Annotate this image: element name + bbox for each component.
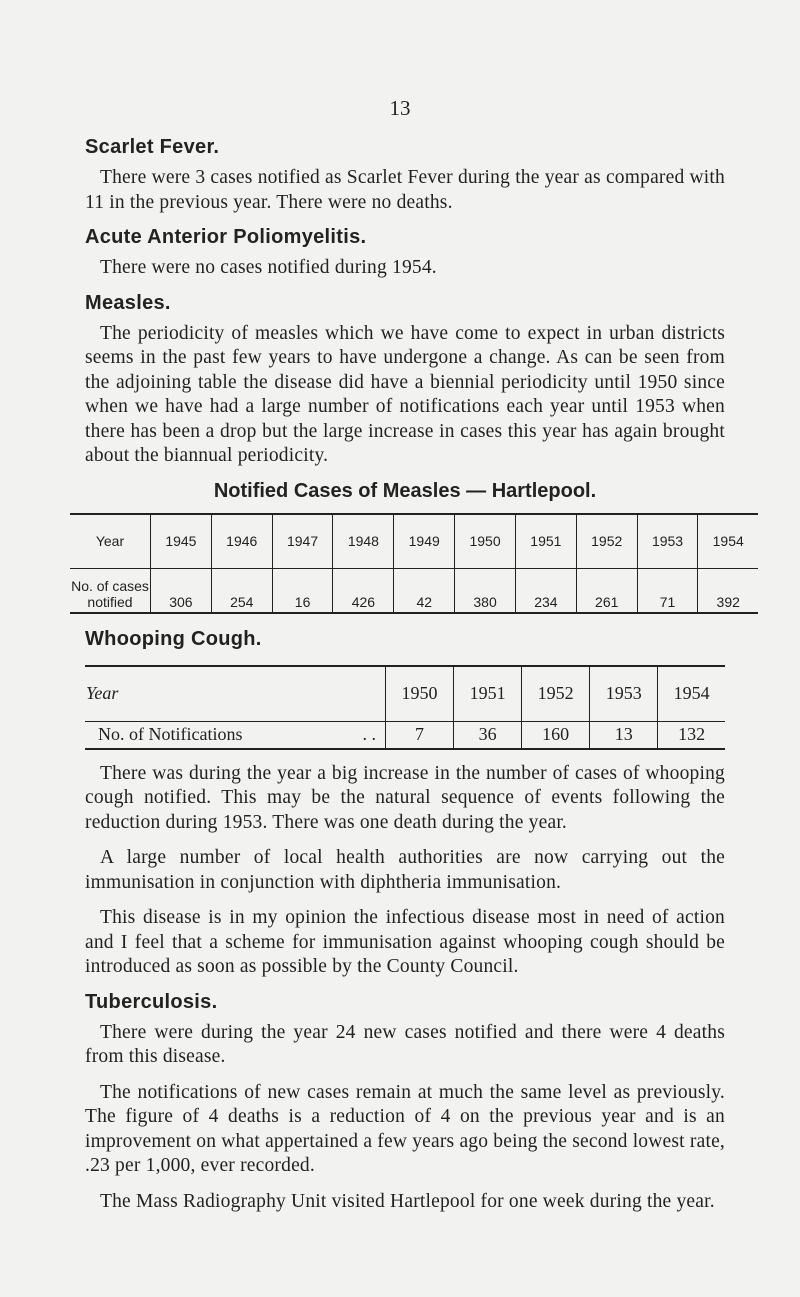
whooping-year-cell: 1951 <box>454 666 522 722</box>
whooping-cough-heading: Whooping Cough. <box>85 627 262 650</box>
measles-year-cell: 1953 <box>637 514 698 569</box>
measles-year-cell: 1951 <box>515 514 576 569</box>
poliomyelitis-heading: Acute Anterior Poliomyelitis. <box>85 226 367 248</box>
whooping-notifications-row <box>85 721 725 749</box>
page-number: 13 <box>389 96 411 120</box>
whooping-value-cell: 36 <box>454 721 522 749</box>
measles-cases-cell: 254 <box>211 568 272 613</box>
measles-paragraph: The periodicity of measles which we have come to expect in urban districts seems in the past few years to have undergone a change. As can be seen from the adjoining table the disease did have a biennial periodicity until 1950 since when we have had a large number of notifications each year until 1953 when there has been a drop but the large increase in cases this year has again brought about the biannual periodicity. <box>85 322 725 466</box>
whooping-year-label: Year <box>85 666 386 722</box>
measles-cases-row <box>70 568 758 613</box>
whooping-year-cell: 1950 <box>386 666 454 722</box>
measles-table <box>70 513 758 614</box>
tuberculosis-paragraph-3: The Mass Radiography Unit visited Hartlepool for one week during the year. <box>100 1190 715 1212</box>
measles-year-cell: 1952 <box>576 514 637 569</box>
measles-year-row <box>70 514 758 569</box>
whooping-cough-paragraph-2: A large number of local health authorities are now carrying out the immunisation in conjunction with diphtheria immunisation. <box>85 847 725 893</box>
measles-cases-label-line2: notified <box>87 593 133 610</box>
measles-table-title: Notified Cases of Measles — Hartlepool. <box>213 479 597 502</box>
whooping-row-leader: . . <box>362 724 376 744</box>
whooping-year-cell: 1953 <box>590 666 658 722</box>
whooping-value-cell: 132 <box>658 721 725 749</box>
whooping-value-cell: 160 <box>522 721 590 749</box>
measles-cases-cell: 261 <box>576 568 637 613</box>
measles-cases-cell: 71 <box>637 568 698 613</box>
measles-year-cell: 1949 <box>394 514 455 569</box>
measles-year-cell: 1954 <box>698 514 758 569</box>
whooping-notifications-label <box>85 721 386 749</box>
measles-cases-cell: 426 <box>333 568 394 613</box>
measles-cases-cell: 392 <box>698 568 758 613</box>
measles-cases-label <box>70 568 151 613</box>
scarlet-fever-heading: Scarlet Fever. <box>85 136 220 158</box>
measles-cases-cell: 380 <box>455 568 516 613</box>
whooping-year-row <box>85 666 725 722</box>
measles-cases-cell: 16 <box>272 568 333 613</box>
measles-year-cell: 1950 <box>455 514 516 569</box>
tuberculosis-paragraph-2: The notifications of new cases remain at much the same level as previously. The figure of 4 deaths is a reduction of 4 on the previous year and is an improvement on what appertained a few years ago being the second lowest rate, .23 per 1,000, ever recorded. <box>85 1081 725 1176</box>
tuberculosis-heading: Tuberculosis. <box>85 990 218 1013</box>
whooping-cough-paragraph-3: This disease is in my opinion the infectious disease most in need of action and I feel that a scheme for immunisation against whooping cough should be introduced as soon as possible by the County Council. <box>85 907 725 977</box>
whooping-row-name <box>86 724 384 745</box>
measles-cases-cell: 42 <box>394 568 455 613</box>
measles-year-label: Year <box>70 514 151 569</box>
tuberculosis-paragraph-1: There were during the year 24 new cases notified and there were 4 deaths from this disease. <box>85 1021 725 1067</box>
whooping-year-cell: 1954 <box>658 666 725 722</box>
measles-year-cell: 1946 <box>211 514 272 569</box>
scarlet-fever-paragraph: There were 3 cases notified as Scarlet Fever during the year as compared with 11 in the previous year. There were no deaths. <box>85 167 725 213</box>
measles-heading: Measles. <box>85 291 171 314</box>
measles-cases-label-line1: No. of cases <box>71 577 149 594</box>
whooping-row-name-text: No. of Notifications <box>98 724 243 744</box>
measles-year-cell: 1945 <box>151 514 212 569</box>
measles-year-cell: 1948 <box>333 514 394 569</box>
whooping-value-cell: 13 <box>590 721 658 749</box>
whooping-value-cell: 7 <box>386 721 454 749</box>
measles-year-cell: 1947 <box>272 514 333 569</box>
whooping-cough-table <box>85 665 725 750</box>
whooping-cough-paragraph-1: There was during the year a big increase in the number of cases of whooping cough notified. This may be the natural sequence of events following the reduction during 1953. There was one death during the year. <box>85 762 725 833</box>
whooping-year-cell: 1952 <box>522 666 590 722</box>
measles-cases-cell: 306 <box>151 568 212 613</box>
page-content <box>71 136 744 1225</box>
measles-cases-cell: 234 <box>515 568 576 613</box>
poliomyelitis-paragraph: There were no cases notified during 1954. <box>100 257 437 278</box>
